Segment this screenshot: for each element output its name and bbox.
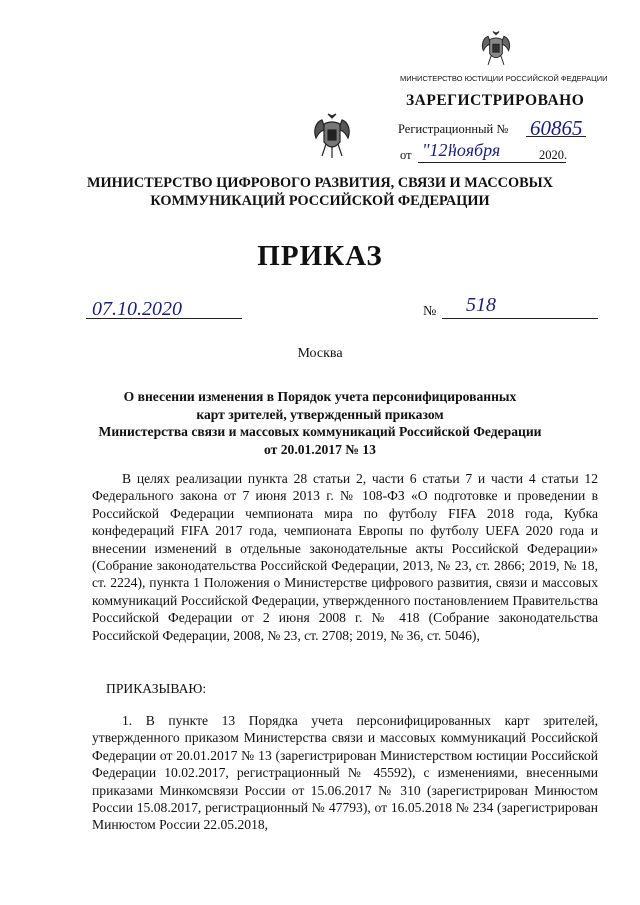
subject-line3: Министерства связи и массовых коммуникаций Российской Федерации: [98, 424, 542, 439]
ministry-title-line2: КОММУНИКАЦИЙ РОССИЙСКОЙ ФЕДЕРАЦИИ: [150, 193, 490, 209]
stamp-date-underline: [418, 162, 566, 163]
order-subject: [90, 388, 550, 458]
item-1-paragraph: 1. В пункте 13 Порядка учета персонифицированных карт зрителей, утвержденного приказом Министерства связи и массовых коммуникаций Российской Федерации от 20.01.2017 № 13 (зарегистрирован Министерством юстиции Российской Федерации 10.02.2017, регистрационный № 45592), с изменениями, внесенными приказами Минкомсвязи России от 15.06.2017 № 310 (зарегистрирован Минюстом России 15.08.2017, регистрационный № 47793), от 16.05.2018 № 234 (зарегистрирован Минюстом России 22.05.2018,: [92, 713, 598, 833]
order-date-underline: [86, 318, 242, 319]
document-title: ПРИКАЗ: [257, 240, 383, 272]
stamp-ministry: МИНИСТЕРСТВО ЮСТИЦИИ РОССИЙСКОЙ ФЕДЕРАЦИИ: [400, 74, 608, 83]
stamp-date-month: ноября: [448, 140, 501, 160]
ministry-title: [60, 174, 580, 210]
stamp-emblem: [478, 30, 514, 68]
subject-line4: от 20.01.2017 № 13: [264, 441, 376, 457]
subject-line2: карт зрителей, утвержденный приказом: [196, 406, 444, 422]
order-date: 07.10.2020: [92, 298, 182, 320]
order-number: 518: [466, 294, 496, 316]
ministry-title-line1: МИНИСТЕРСТВО ЦИФРОВОГО РАЗВИТИЯ, СВЯЗИ И МАССОВЫХ: [86, 175, 554, 191]
stamp-regnum-value: 60865: [530, 116, 583, 140]
stamp-date-prefix: от: [400, 148, 412, 162]
order-word: ПРИКАЗЫВАЮ:: [106, 681, 207, 696]
registration-stamp: [396, 68, 608, 164]
stamp-date-year: 2020.: [539, 148, 568, 162]
city: Москва: [297, 346, 343, 361]
stamp-regnum-underline: [526, 136, 586, 137]
order-number-label: №: [423, 304, 437, 319]
order-number-underline: [442, 318, 598, 319]
stamp-registered: ЗАРЕГИСТРИРОВАНО: [406, 92, 585, 109]
coat-of-arms-emblem: [310, 112, 354, 160]
subject-line1: О внесении изменения в Порядок учета персонифицированных: [123, 389, 517, 404]
stamp-regnum-label: Регистрационный №: [398, 122, 509, 136]
preamble-paragraph: В целях реализации пункта 28 статьи 2, части 6 статьи 7 и части 4 статьи 12 Федерального закона от 7 июня 2013 г. № 108-ФЗ «О подготовке и проведении в Российской Федерации чемпионата мира по футболу FIFA 2018 года, Кубка конфедераций FIFA 2017 года, чемпионата Европы по футболу UEFA 2020 года и внесении изменений в отдельные законодательные акты Российской Федерации» (Собрание законодательства Российской Федерации, 2013, № 23, ст. 2866; 2019, № 18, ст. 2224), пункта 1 Положения о Министерстве цифрового развития, связи и массовых коммуникаций Российской Федерации, утвержденного постановлением Правительства Российской Федерации от 2 июня 2008 г. № 418 (Собрание законодательства Российской Федерации, 2008, № 23, ст. 2708; 2019, № 36, ст. 5046),: [92, 471, 598, 643]
stamp-date-day: "12": [422, 140, 456, 160]
